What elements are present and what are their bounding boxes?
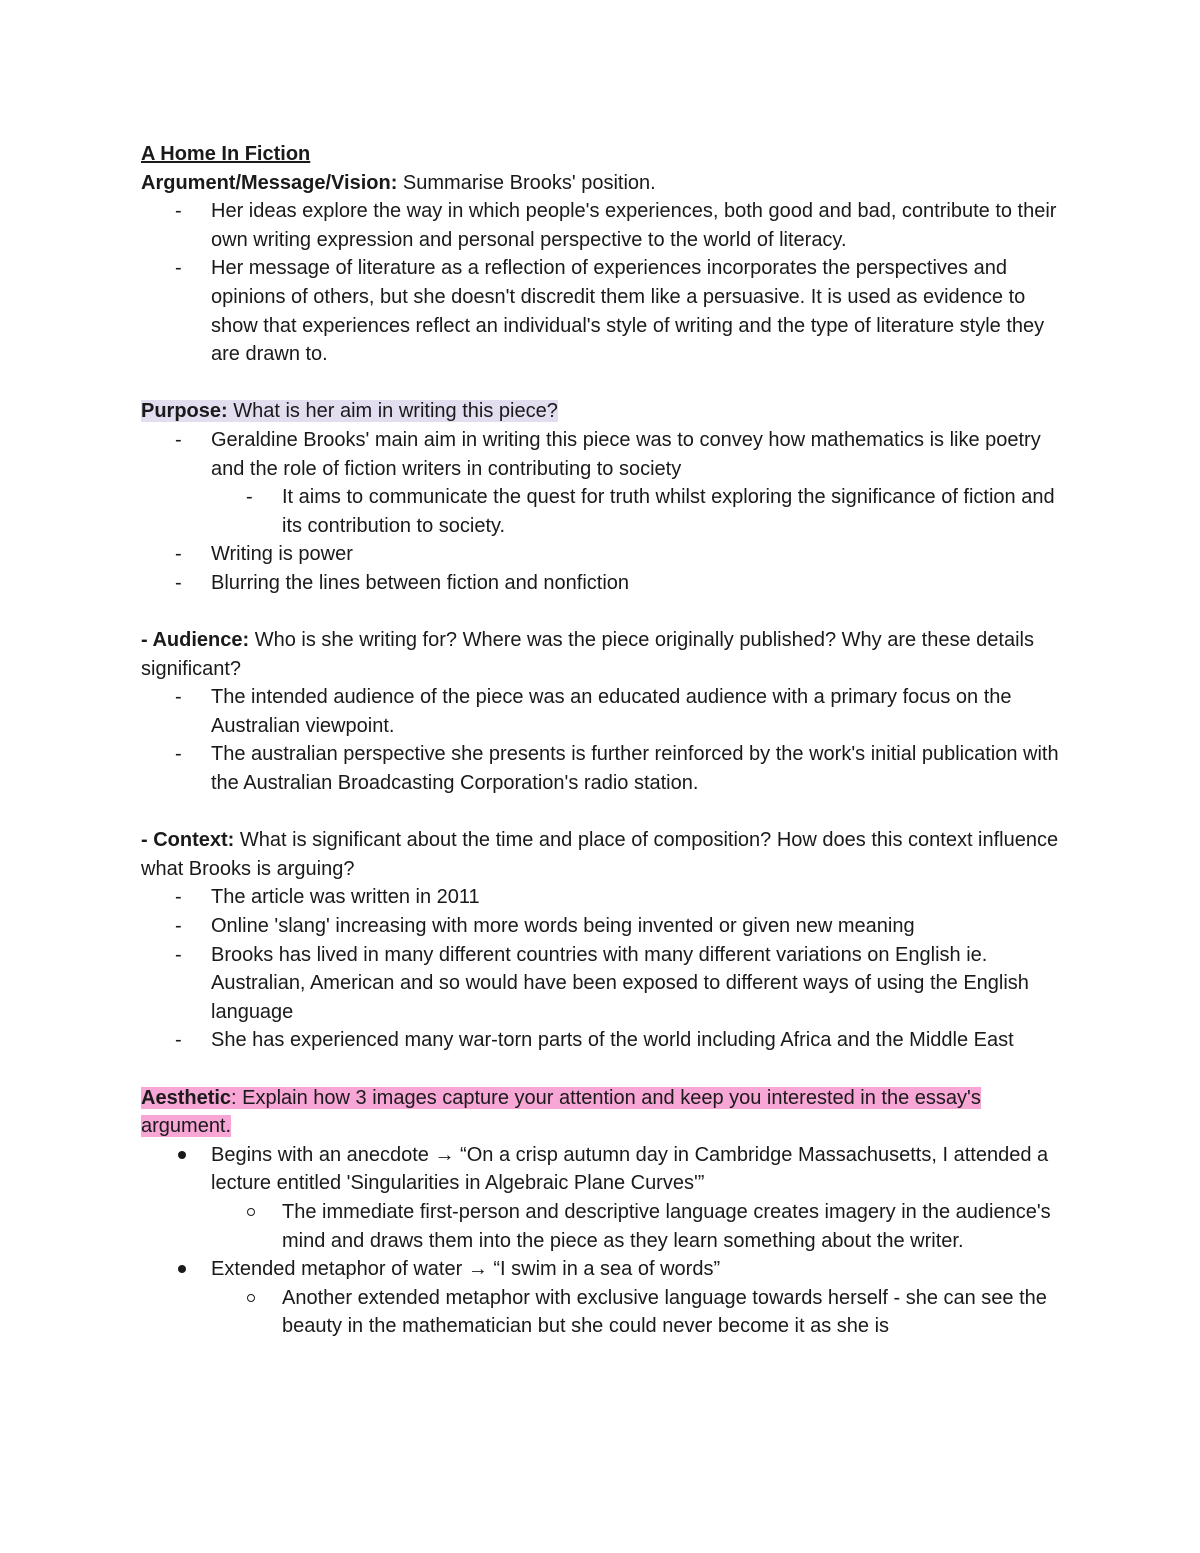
purpose-label: Purpose:: [141, 400, 228, 423]
aesthetic-sub-1: The immediate first-person and descriptive language creates imagery in the audience's mind and draws them into the piece as they learn something about the writer.: [141, 1198, 1061, 1255]
aesthetic-prompt: : Explain how 3 images capture your attention and keep you interested in the essay's argument.: [141, 1086, 981, 1138]
context-point-4: - She has experienced many war-torn parts of the world including Africa and the Middle East: [141, 1026, 1061, 1055]
context-prompt: What is significant about the time and place of composition? How does this context influence what Brooks is arguing?: [141, 829, 1059, 880]
purpose-point-2: - Writing is power: [141, 540, 1061, 569]
aesthetic-sub-2: Another extended metaphor with exclusive language towards herself - she can see the beauty in the mathematician but she could never become it as she is: [141, 1284, 1061, 1341]
context-point-2: - Online 'slang' increasing with more words being invented or given new meaning: [141, 912, 1061, 941]
audience-heading: [141, 626, 1061, 683]
purpose-subpoint-1: - It aims to communicate the quest for truth whilst exploring the significance of fiction and its contribution to society.: [141, 483, 1061, 540]
audience-point-2: - The australian perspective she presents is further reinforced by the work's initial publication with the Australian Broadcasting Corporation's radio station.: [141, 740, 1061, 797]
purpose-sublist: [141, 483, 1061, 540]
argument-heading: [141, 169, 1061, 198]
aesthetic-heading: [141, 1084, 1061, 1141]
argument-prompt: Summarise Brooks' position.: [397, 171, 656, 194]
aesthetic-highlight: [141, 1087, 981, 1138]
aesthetic-bullet-2-text: Extended metaphor of water → “I swim in a sea of words”: [211, 1258, 721, 1281]
document-title: A Home In Fiction: [141, 143, 311, 165]
argument-point-1: - Her ideas explore the way in which people's experiences, both good and bad, contribute to their own writing expression and personal perspective to the world of literacy.: [141, 197, 1061, 254]
aesthetic-sublist-2: [141, 1284, 1061, 1341]
argument-point-2: - Her message of literature as a reflection of experiences incorporates the perspectives and opinions of others, but she doesn't discredit them like a persuasive. It is used as evidence to show that experiences reflect an individual's style of writing and the type of literature style they are drawn to.: [141, 254, 1061, 368]
purpose-point-1: [141, 426, 1061, 540]
audience-label: - Audience:: [141, 629, 250, 652]
purpose-highlight: [141, 400, 558, 422]
argument-label: Argument/Message/Vision:: [141, 171, 398, 194]
purpose-prompt: What is her aim in writing this piece?: [227, 400, 558, 423]
purpose-point-3: - Blurring the lines between fiction and nonfiction: [141, 569, 1061, 598]
context-point-1: - The article was written in 2011: [141, 883, 1061, 912]
purpose-heading: [141, 397, 1061, 426]
aesthetic-bullet-1: [141, 1141, 1061, 1255]
aesthetic-bullet-1-text: Begins with an anecdote → “On a crisp autumn day in Cambridge Massachusetts, I attended a lecture entitled 'Singularities in Algebraic Plane Curves'”: [211, 1143, 1049, 1195]
purpose-list: [141, 426, 1061, 598]
audience-list: [141, 683, 1061, 797]
context-heading: [141, 826, 1061, 883]
audience-point-1: - The intended audience of the piece was an educated audience with a primary focus on the Australian viewpoint.: [141, 683, 1061, 740]
aesthetic-bullet-2: [141, 1255, 1061, 1341]
aesthetic-list: [141, 1141, 1061, 1341]
audience-prompt: Who is she writing for? Where was the piece originally published? Why are these details significant?: [141, 629, 1034, 680]
aesthetic-label: Aesthetic: [141, 1086, 232, 1109]
argument-list: [141, 197, 1061, 369]
context-point-3: - Brooks has lived in many different countries with many different variations on English ie. Australian, American and so would have been exposed to different ways of using the English language: [141, 941, 1061, 1027]
aesthetic-sublist-1: [141, 1198, 1061, 1255]
context-list: [141, 883, 1061, 1055]
document-page: [141, 140, 1061, 1341]
purpose-point-1-text: Geraldine Brooks' main aim in writing this piece was to convey how mathematics is like poetry and the role of fiction writers in contributing to society: [211, 428, 1041, 480]
context-label: - Context:: [141, 829, 235, 852]
